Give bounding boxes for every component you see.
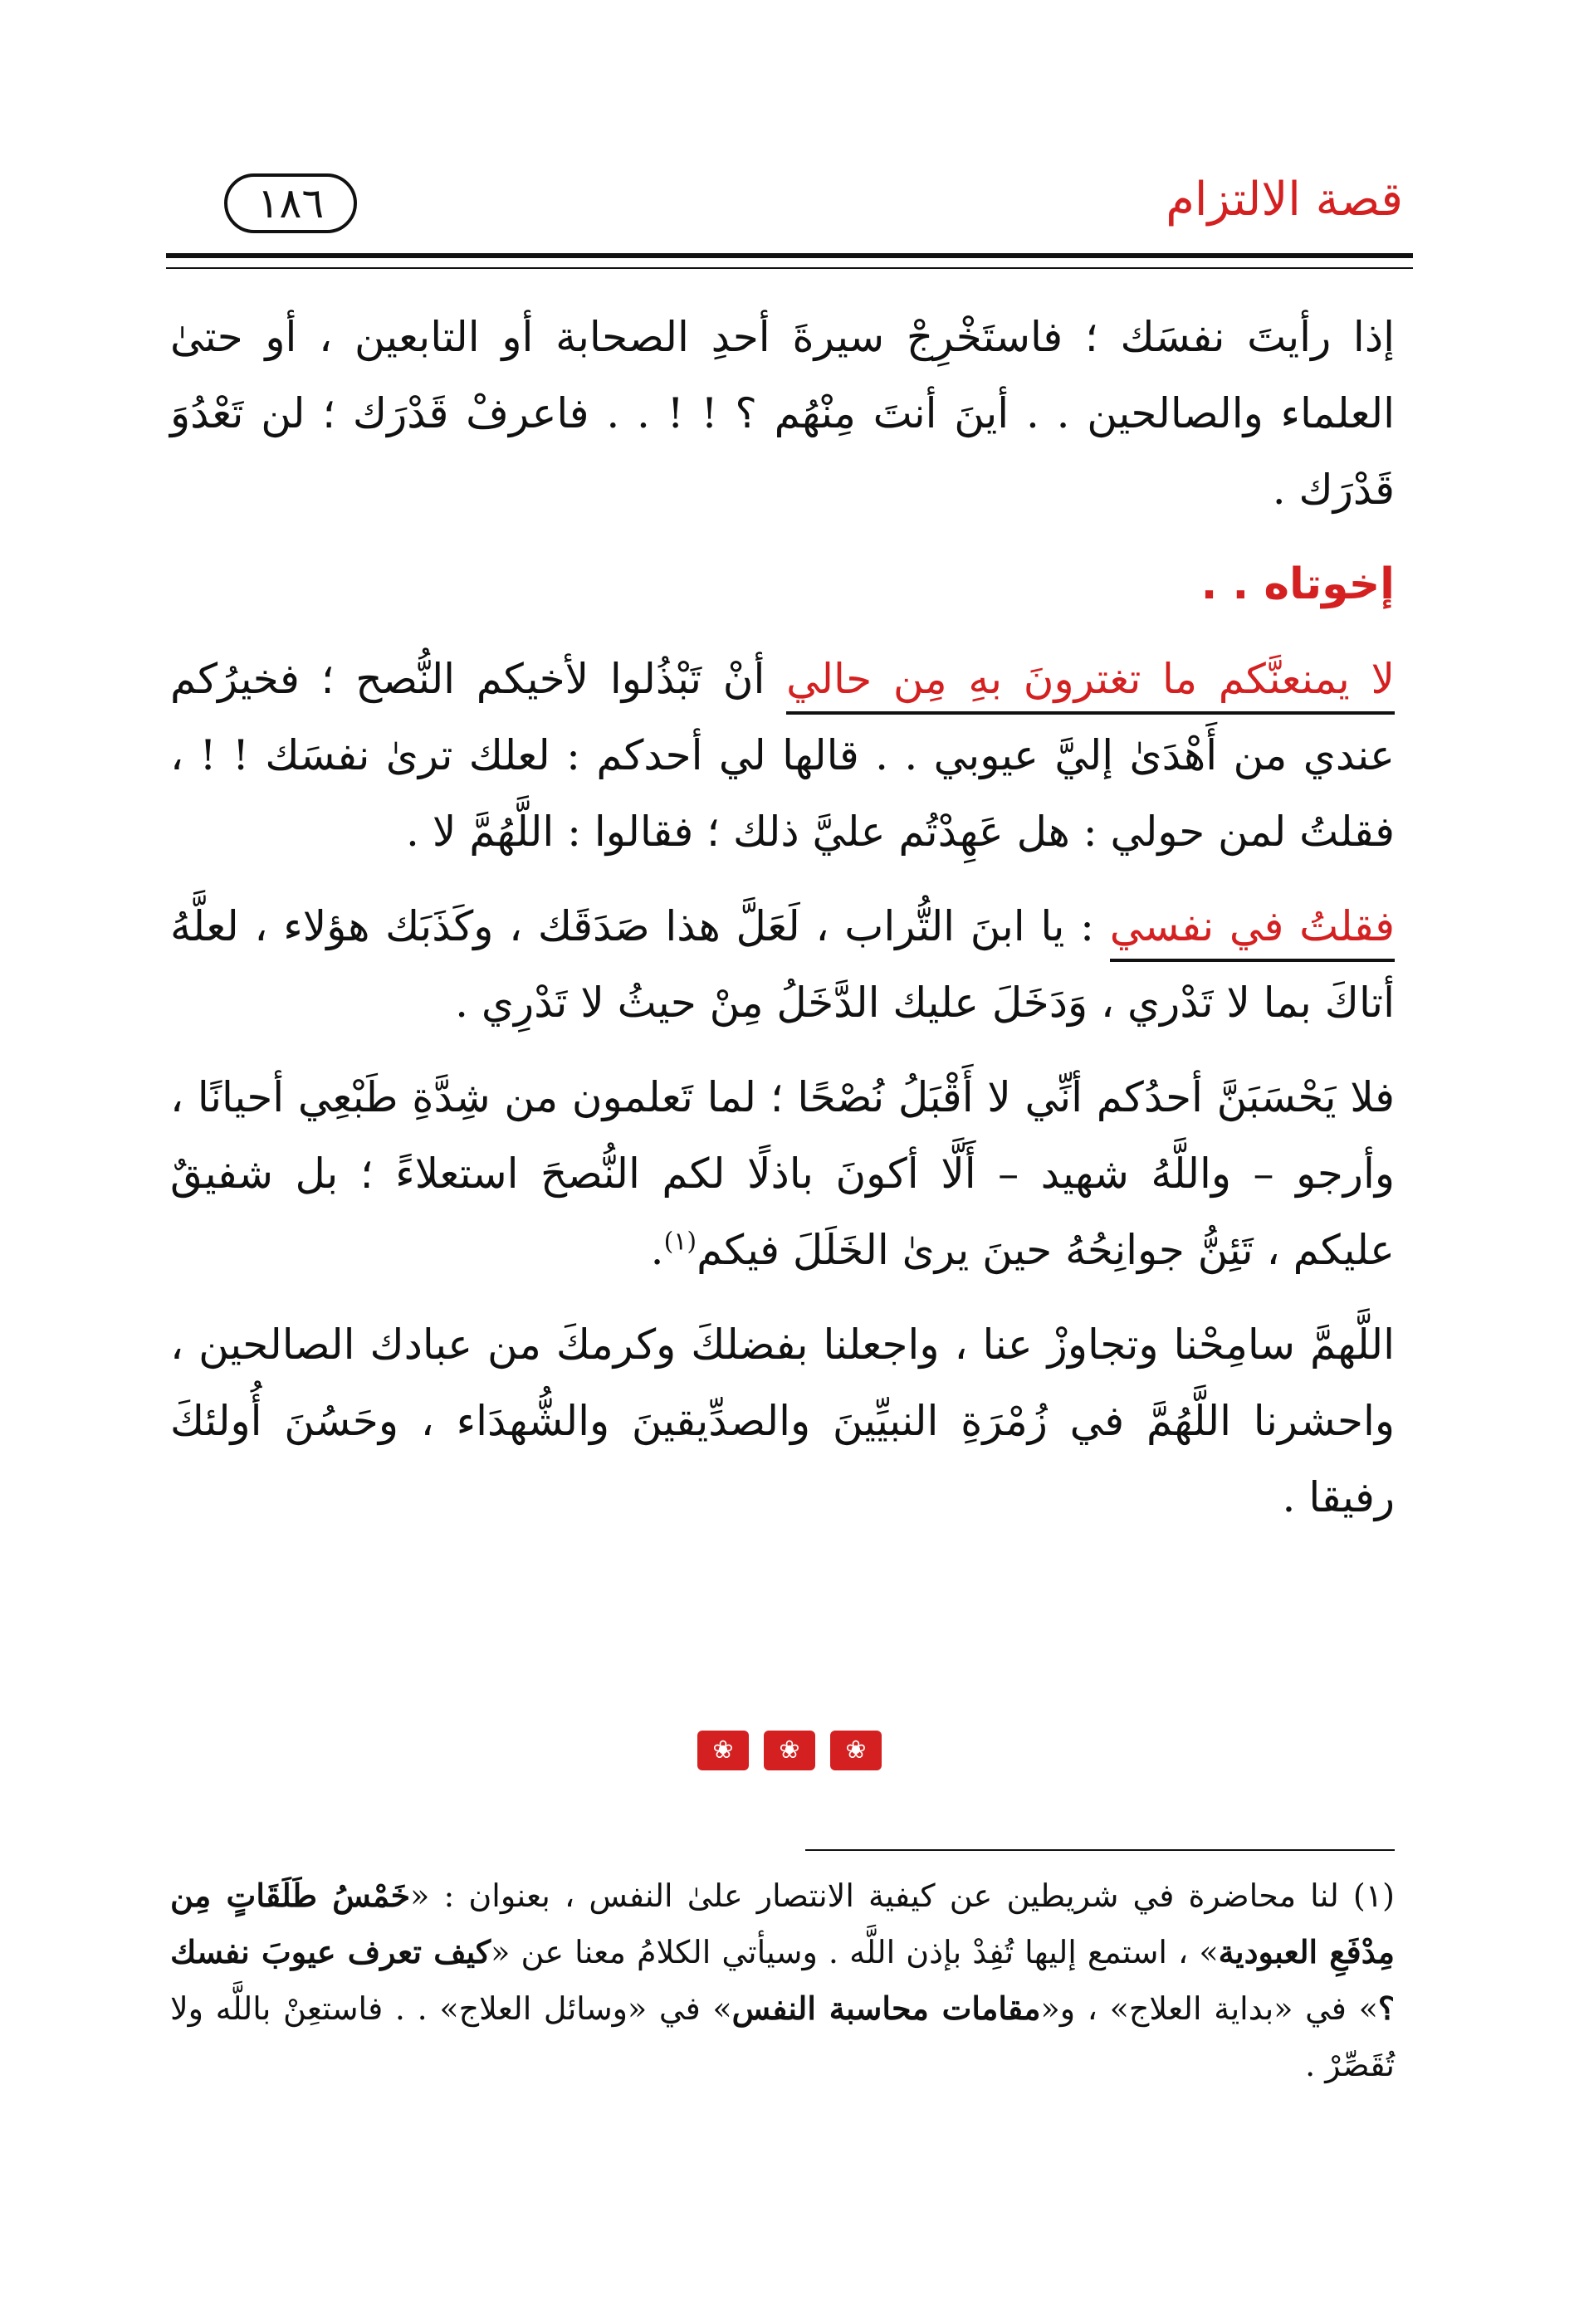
paragraph-3-text: : يا ابنَ التُّراب ، لَعَلَّ هذا صَدَقَك ، وكَذَبَك هؤلاء ، لعلَّهُ أتاكَ بما لا تَدْري ، وَدَخَلَ عليك الدَّخَلُ مِنْ حيثُ لا تَدْرِي . <box>170 902 1395 1027</box>
paragraph-2-text: أنْ تَبْذُلوا لأخيكم النُّصح ؛ فخيرُكم عندي من أَهْدَىٰ إليَّ عيوبي . . قالها لي أحدكم : لعلك ترىٰ نفسَك ! ! ، فقلتُ لمن حولي : هل عَهِدْتُم عليَّ ذلك ؛ فقالوا : اللَّهُمَّ لا . <box>170 655 1395 856</box>
running-title: قصة الالتزام <box>1166 173 1403 227</box>
footnote-segment: » في «وسائل العلاج» . . فاستعِنْ باللَّه ولا تُقَصِّرْ . <box>170 1990 1395 2083</box>
footnote-text <box>170 1868 1395 2093</box>
paragraph-2 <box>170 641 1395 870</box>
highlighted-phrase: فقلتُ في نفسي <box>1110 902 1395 962</box>
section-heading: إخوتاه . . <box>1200 559 1395 609</box>
paragraph-4: فلا يَحْسَبَنَّ أحدُكم أنِّي لا أَقْبَلُ نُصْحًا ؛ لما تَعلمون من شِدَّةِ طَبْعِي أحيانًا ، وأرجو – واللَّهُ شهيد – أَلَّا أكونَ باذلًا لكم النُّصحَ استعلاءً ؛ بل شفيقٌ عليكم ، تَئِنُّ جوانِحُهُ حينَ يرىٰ الخَلَلَ فيكم$^{(١)}$. <box>170 1073 1395 1274</box>
page-number: ١٨٦ <box>257 179 325 227</box>
highlighted-phrase: لا يمنعنَّكم ما تغترونَ بهِ مِن حالي <box>786 655 1395 715</box>
footnote-segment: » ، استمع إليها تُفِدْ بإذن اللَّه . وسيأتي الكلامُ معنا عن « <box>491 1934 1219 1970</box>
footnote-bold-title: خَمْسُ طَلَقَاتٍ مِن مِدْفَعِ العبودية <box>170 1877 1395 1970</box>
paragraph-1: إذا رأيتَ نفسَك ؛ فاستَخْرِجْ سيرةَ أحدِ الصحابة أو التابعين ، أو حتىٰ العلماء والصالحين . . أينَ أنتَ مِنْهُم ؟ ! ! . . فاعرفْ قَدْرَك ؛ لن تَعْدُوَ قَدْرَك . <box>170 313 1395 514</box>
body-text <box>170 299 1395 1554</box>
footnote-bold-title: كيف تعرف عيوبَ نفسك ؟ <box>170 1933 1396 2027</box>
footnote <box>170 1868 1395 2093</box>
paragraph-5: اللَّهمَّ سامِحْنا وتجاوزْ عنا ، واجعلنا بفضلكَ وكرمكَ من عبادك الصالحين ، واحشرنا اللَّهُمَّ في زُمْرَةِ النبيِّينَ والصدِّيقينَ والشُّهدَاء ، وحَسُنَ أُولئكَ رفيقا . <box>170 1321 1395 1521</box>
paragraph-3 <box>170 888 1395 1041</box>
header-rule-thick <box>166 253 1413 258</box>
footnote-separator <box>805 1849 1395 1851</box>
footnote-segment: (١) لنا محاضرة في شريطين عن كيفية الانتصار علىٰ النفس ، بعنوان : « <box>410 1877 1395 1914</box>
flower-ornament-icon: ❀ <box>764 1731 815 1770</box>
paragraph-4-text: فلا يَحْسَبَنَّ أحدُكم أنِّي لا أَقْبَلُ نُصْحًا ؛ لما تَعلمون من شِدَّةِ طَبْعِي أحيانًا ، وأرجو – واللَّهُ شهيد – أَلَّا أكونَ باذلًا لكم النُّصحَ استعلاءً ؛ بل شفيقٌ عليكم ، تَئِنُّ جوانِحُهُ حينَ يرىٰ الخَلَلَ فيكم <box>170 1073 1395 1274</box>
flower-ornament-icon: ❀ <box>697 1731 749 1770</box>
flower-ornament-icon: ❀ <box>830 1731 882 1770</box>
footnote-bold-title: مقامات محاسبة النفس <box>731 1990 1041 2027</box>
header-rule-thin <box>166 267 1413 269</box>
page-number-badge <box>224 173 357 233</box>
page-header <box>224 162 1403 253</box>
footnote-segment: » في «بداية العلاج» ، و« <box>1040 1990 1378 2027</box>
section-ornament <box>0 1731 1579 1770</box>
footnote-marker[interactable]: (١) <box>663 1227 697 1257</box>
